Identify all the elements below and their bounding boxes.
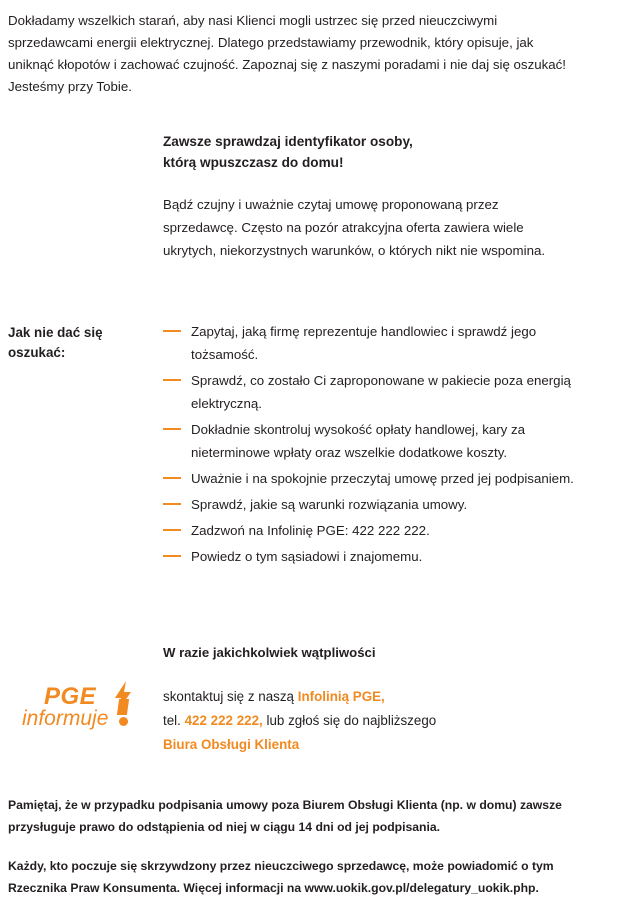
infoline-label: Infolinią PGE, [297, 689, 385, 704]
contact-line-3 [163, 733, 563, 757]
headline-line-1: Zawsze sprawdzaj identyfikator osoby, [163, 134, 413, 149]
dash-bullet-icon [163, 330, 181, 332]
phone-number[interactable]: 422 222 222, [184, 713, 263, 728]
dash-bullet-icon [163, 503, 181, 505]
logo-tagline-text: informuje [22, 707, 109, 730]
tips-label-line-1: Jak nie dać się [8, 325, 103, 340]
list-item [163, 493, 603, 516]
list-item-text: Sprawdź, co zostało Ci zaproponowane w pakiecie poza energią elektryczną. [191, 373, 571, 411]
list-item-text: Dokładnie skontroluj wysokość opłaty handlowej, kary za nieterminowe wpłaty oraz wszelkie dodatkowe koszty. [191, 422, 526, 460]
list-item [163, 320, 603, 366]
lead-paragraph: Bądź czujny i uważnie czytaj umowę proponowaną przez sprzedawcę. Często na pozór atrakcyjna oferta zawiera wiele ukrytych, niekorzystnych warunków, o których nikt nie wspomina. [163, 197, 546, 258]
list-item-text: Uważnie i na spokojnie przeczytaj umowę przed jej podpisaniem. [191, 471, 574, 486]
list-item-text: Powiedz o tym sąsiadowi i znajomemu. [191, 549, 423, 564]
list-item [163, 545, 603, 568]
contact-line-2-prefix: tel. [163, 713, 185, 728]
contact-line-1-prefix: skontaktuj się z naszą [163, 689, 298, 704]
list-item [163, 467, 603, 490]
exclamation-dot-icon [119, 717, 128, 726]
dash-bullet-icon [163, 477, 181, 479]
dash-bullet-icon [163, 379, 181, 381]
contact-line-2 [163, 709, 563, 733]
dash-bullet-icon [163, 428, 181, 430]
pge-informuje-logo [22, 681, 147, 743]
contact-line-1 [163, 685, 563, 709]
contact-line-2-suffix: lub zgłoś się do najbliższego [262, 713, 437, 728]
customer-service-office-label: Biura Obsługi Klienta [163, 737, 300, 752]
footer-note-ombudsman: Każdy, kto poczuje się skrzywdzony przez nieuczciwego sprzedawcę, może powiadomić o tym Rzecznika Praw Konsumenta. Więcej informacji na www.uokik.gov.pl/delegatury_uokik.php. [8, 859, 554, 895]
footer-note-withdrawal: Pamiętaj, że w przypadku podpisania umowy poza Biurem Obsługi Klienta (np. w domu) zawsze przysługuje prawo do odstąpienia od niej w ciągu 14 dni od jej podpisania. [8, 798, 562, 834]
contact-details [163, 685, 563, 757]
tips-section-label [8, 323, 158, 363]
list-item [163, 418, 603, 464]
dash-bullet-icon [163, 555, 181, 557]
list-item-text: Sprawdź, jakie są warunki rozwiązania umowy. [191, 497, 468, 512]
logo-brand-text: PGE [44, 683, 97, 710]
exclamation-bar-icon [117, 699, 129, 715]
tips-list [163, 320, 603, 571]
list-item [163, 519, 603, 542]
intro-paragraph: Dokładamy wszelkich starań, aby nasi Klienci mogli ustrzec się przed nieuczciwymi sprzedawcami energii elektrycznej. Dlatego przedstawiamy przewodnik, który opisuje, jak uniknąć kłopotów i zachować czujność. Zapoznaj się z naszymi poradami i nie daj się oszukać! Jesteśmy przy Tobie. [8, 13, 567, 94]
headline-line-2: którą wpuszczasz do domu! [163, 155, 344, 170]
tips-label-line-2: oszukać: [8, 345, 66, 360]
list-item [163, 369, 603, 415]
list-item-text: Zadzwoń na Infolinię PGE: 422 222 222. [191, 523, 430, 538]
contact-heading: W razie jakichkolwiek wątpliwości [163, 645, 376, 660]
dash-bullet-icon [163, 529, 181, 531]
headline-block [163, 131, 563, 173]
list-item-text: Zapytaj, jaką firmę reprezentuje handlowiec i sprawdź jego tożsamość. [191, 324, 537, 362]
